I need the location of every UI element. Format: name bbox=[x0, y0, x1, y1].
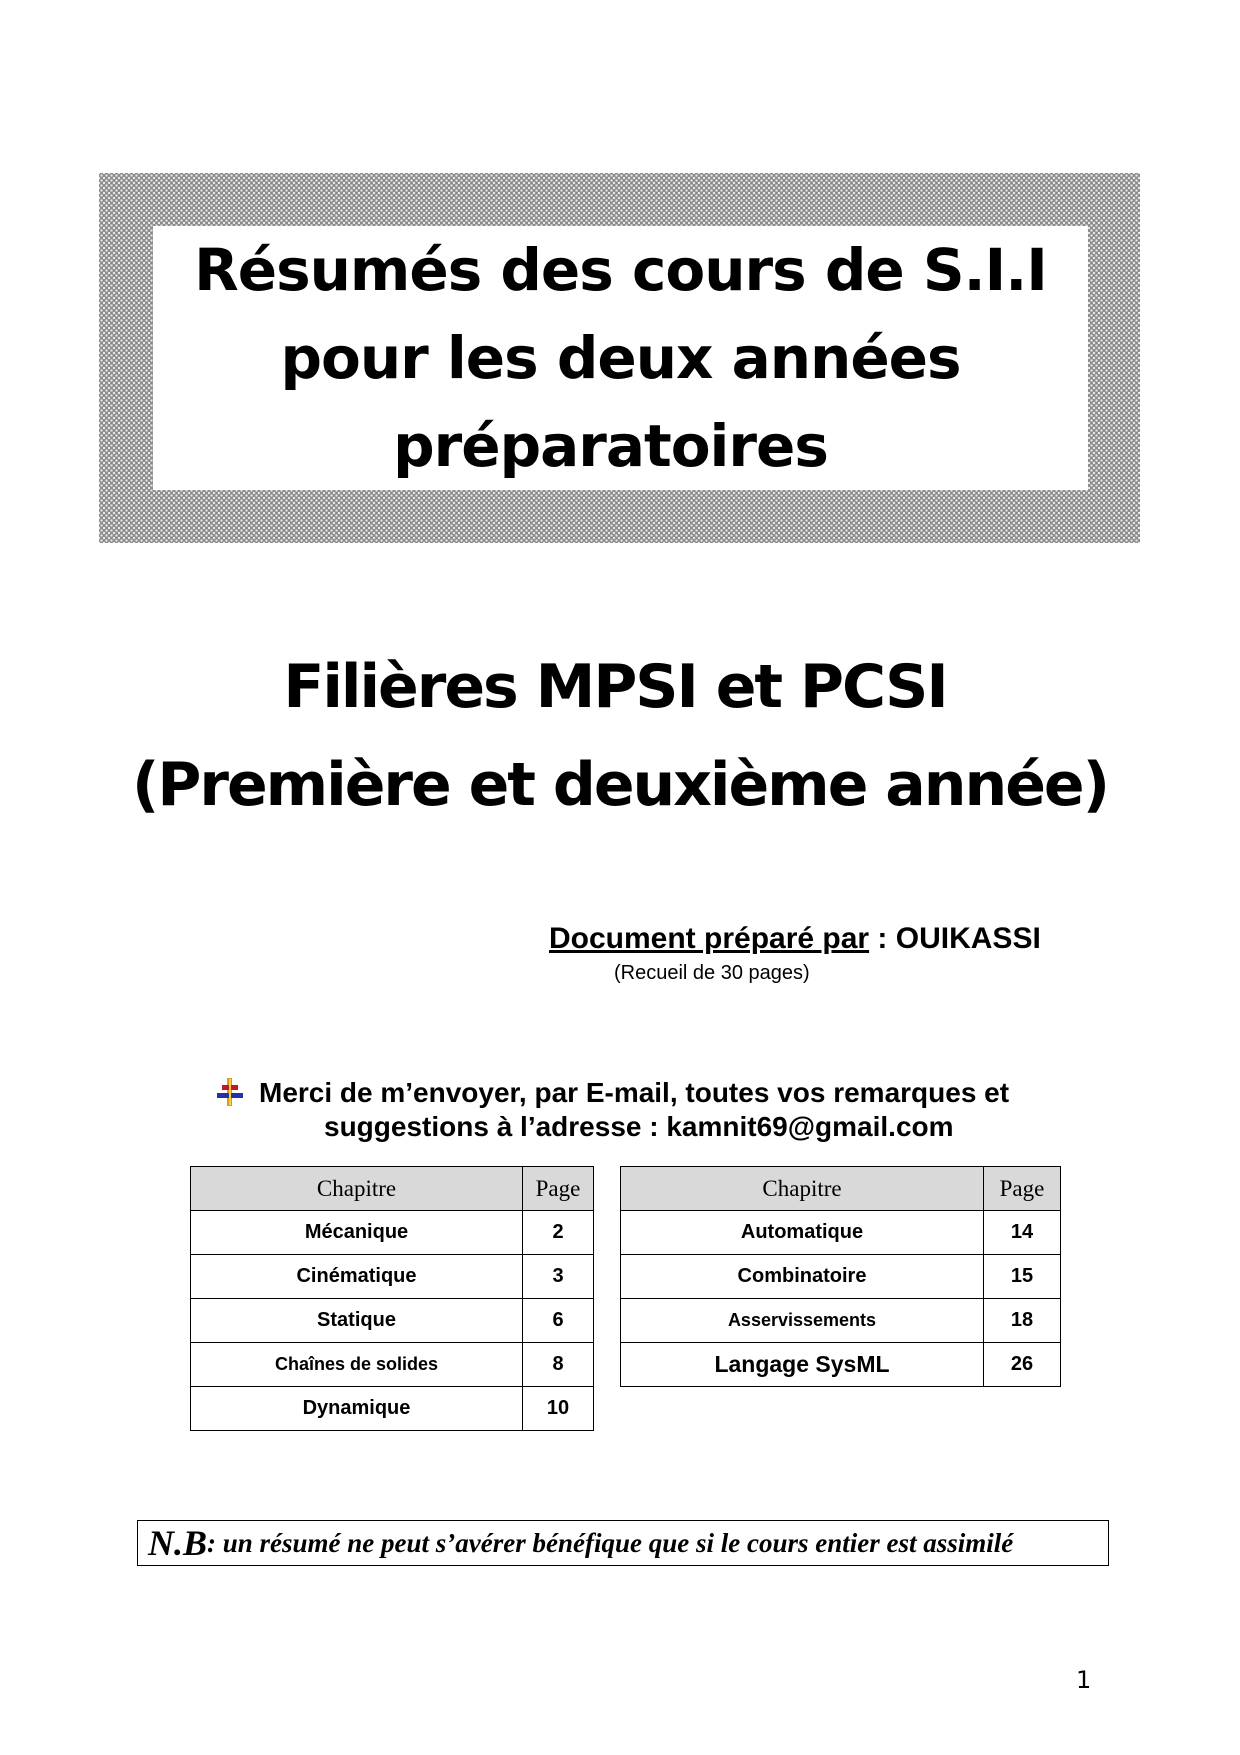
toc-page: 2 bbox=[523, 1211, 594, 1255]
toc-chapter: Mécanique bbox=[191, 1211, 523, 1255]
table-row bbox=[621, 1211, 1061, 1255]
title-line-2: pour les deux années bbox=[280, 324, 961, 392]
toc-chapter: Cinématique bbox=[191, 1255, 523, 1299]
toc-page: 26 bbox=[984, 1343, 1061, 1387]
toc-chapter: Langage SysML bbox=[621, 1343, 984, 1387]
toc-chapter: Dynamique bbox=[191, 1387, 523, 1431]
toc-page: 15 bbox=[984, 1255, 1061, 1299]
table-row bbox=[621, 1255, 1061, 1299]
toc-header-row bbox=[621, 1167, 1061, 1211]
toc-page: 6 bbox=[523, 1299, 594, 1343]
toc-chapter: Asservissements bbox=[621, 1299, 984, 1343]
pin-icon bbox=[214, 1076, 246, 1108]
subtitle-line-2: (Première et deuxième année) bbox=[131, 750, 1109, 820]
toc-header-page: Page bbox=[523, 1167, 594, 1211]
author-note: (Recueil de 30 pages) bbox=[614, 962, 810, 984]
subtitle-line-1: Filières MPSI et PCSI bbox=[283, 652, 947, 722]
table-row bbox=[191, 1299, 594, 1343]
toc-header-chapter: Chapitre bbox=[191, 1167, 523, 1211]
table-row bbox=[191, 1343, 594, 1387]
toc-page: 10 bbox=[523, 1387, 594, 1431]
toc-table-left bbox=[190, 1166, 594, 1431]
table-row bbox=[191, 1255, 594, 1299]
toc-chapter: Chaînes de solides bbox=[191, 1343, 523, 1387]
contact-line-2: suggestions à l’adresse : kamnit69@gmail.com bbox=[324, 1111, 954, 1142]
title-line-3: préparatoires bbox=[393, 412, 828, 480]
nb-text: : un résumé ne peut s’avérer bénéfique que si le cours entier est assimilé bbox=[207, 1527, 1014, 1558]
author-line bbox=[549, 922, 1041, 956]
toc-table-right bbox=[620, 1166, 1061, 1387]
toc-page: 8 bbox=[523, 1343, 594, 1387]
title-line-1: Résumés des cours de S.I.I bbox=[194, 236, 1047, 304]
toc-header-chapter: Chapitre bbox=[621, 1167, 984, 1211]
author-separator: : bbox=[869, 922, 896, 955]
nb-label: N.B bbox=[148, 1523, 208, 1563]
toc-header-page: Page bbox=[984, 1167, 1061, 1211]
toc-page: 18 bbox=[984, 1299, 1061, 1343]
page-number: 1 bbox=[1076, 1666, 1092, 1694]
contact-line-1: Merci de m’envoyer, par E-mail, toutes vos remarques et bbox=[259, 1077, 1010, 1108]
table-row bbox=[621, 1343, 1061, 1387]
toc-page: 3 bbox=[523, 1255, 594, 1299]
nb-note-box bbox=[137, 1520, 1109, 1566]
title-box bbox=[153, 226, 1088, 490]
author-name: OUIKASSI bbox=[895, 922, 1041, 955]
toc-chapter: Statique bbox=[191, 1299, 523, 1343]
table-row bbox=[621, 1299, 1061, 1343]
toc-chapter: Automatique bbox=[621, 1211, 984, 1255]
toc-page: 14 bbox=[984, 1211, 1061, 1255]
toc-chapter: Combinatoire bbox=[621, 1255, 984, 1299]
toc-header-row bbox=[191, 1167, 594, 1211]
table-row bbox=[191, 1211, 594, 1255]
author-label: Document préparé par bbox=[549, 922, 870, 955]
table-row bbox=[191, 1387, 594, 1431]
